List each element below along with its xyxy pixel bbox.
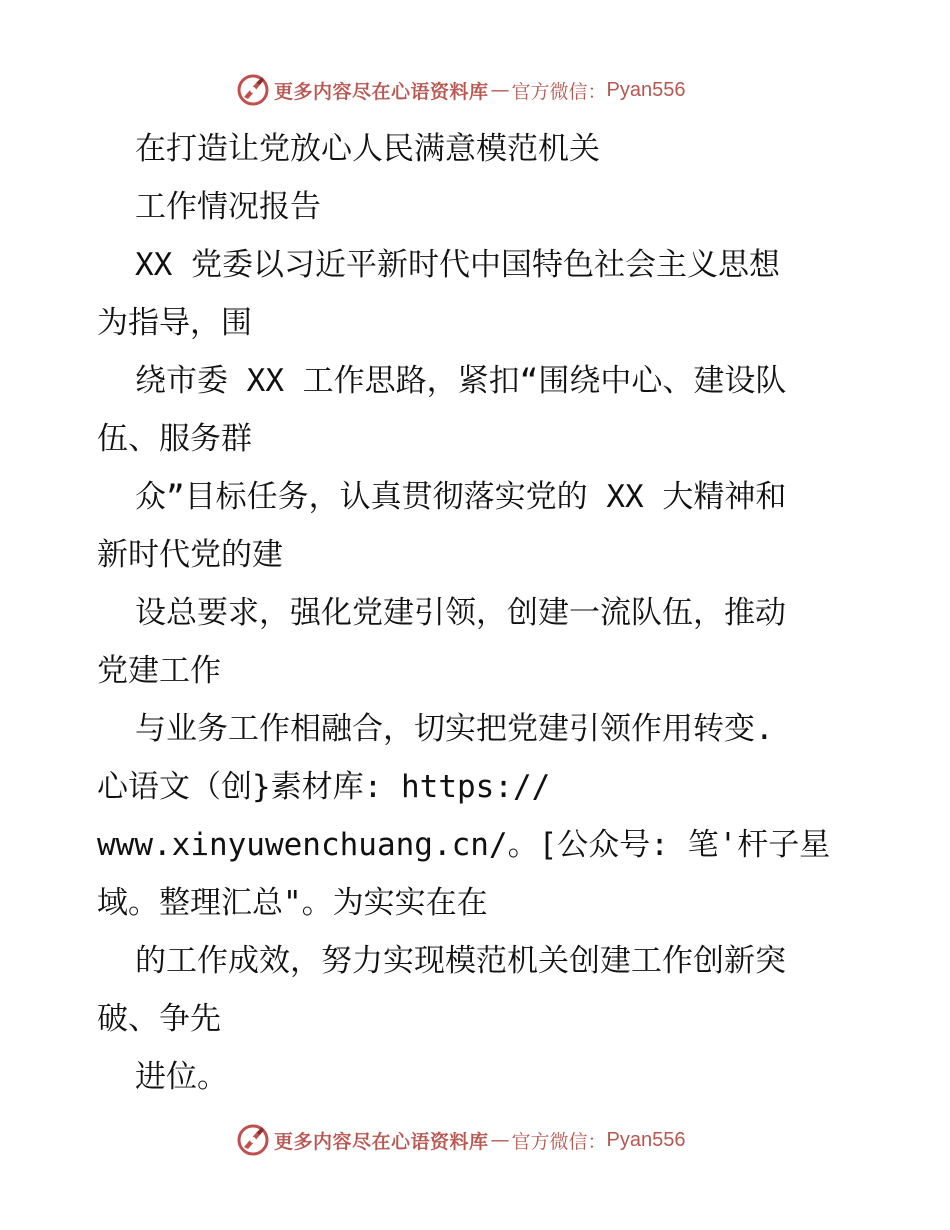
text-line: 为指导，围	[97, 305, 252, 341]
text-line: 党建工作	[97, 653, 221, 689]
banner-wechat-id: Pyan556	[606, 1128, 686, 1151]
footer-banner	[236, 1122, 716, 1158]
text-line: 众”目标任务，认真贯彻落实党的 XX 大精神和	[135, 479, 787, 515]
text-line: 绕市委 XX 工作思路，紧扣“围绕中心、建设队	[135, 363, 787, 399]
text-line: XX 党委以习近平新时代中国特色社会主义思想	[135, 247, 780, 283]
banner-wechat-id: Pyan556	[606, 78, 686, 101]
text-line: 与业务工作相融合，切实把党建引领作用转变.	[135, 711, 774, 747]
banner-official-label: 官方微信：	[511, 80, 607, 103]
text-line: 设总要求，强化党建引领，创建一流队伍，推动	[135, 595, 786, 631]
text-line: 破、争先	[97, 1001, 221, 1037]
seal-logo-icon	[236, 1123, 270, 1157]
text-line: 心语文（创}素材库: https://	[97, 769, 551, 805]
banner-dash: —	[490, 1129, 510, 1151]
banner-text: 更多内容尽在心语资料库	[274, 1130, 489, 1153]
text-line: 在打造让党放心人民满意模范机关	[135, 131, 600, 167]
text-line: 进位。	[135, 1059, 228, 1095]
seal-logo-icon	[236, 73, 270, 107]
document-body	[97, 120, 867, 1106]
text-line: 伍、服务群	[97, 421, 252, 457]
header-banner	[236, 72, 716, 108]
text-line: 域。整理汇总"。为实实在在	[97, 885, 488, 921]
banner-official-label: 官方微信：	[511, 1130, 607, 1153]
text-line: 新时代党的建	[97, 537, 283, 573]
text-line: www.xinyuwenchuang.cn/。[公众号: 笔'杆子星	[97, 827, 831, 863]
text-line: 工作情况报告	[135, 189, 321, 225]
text-line: 的工作成效，努力实现模范机关创建工作创新突	[135, 943, 786, 979]
banner-text: 更多内容尽在心语资料库	[274, 80, 489, 103]
banner-dash: —	[490, 79, 510, 101]
